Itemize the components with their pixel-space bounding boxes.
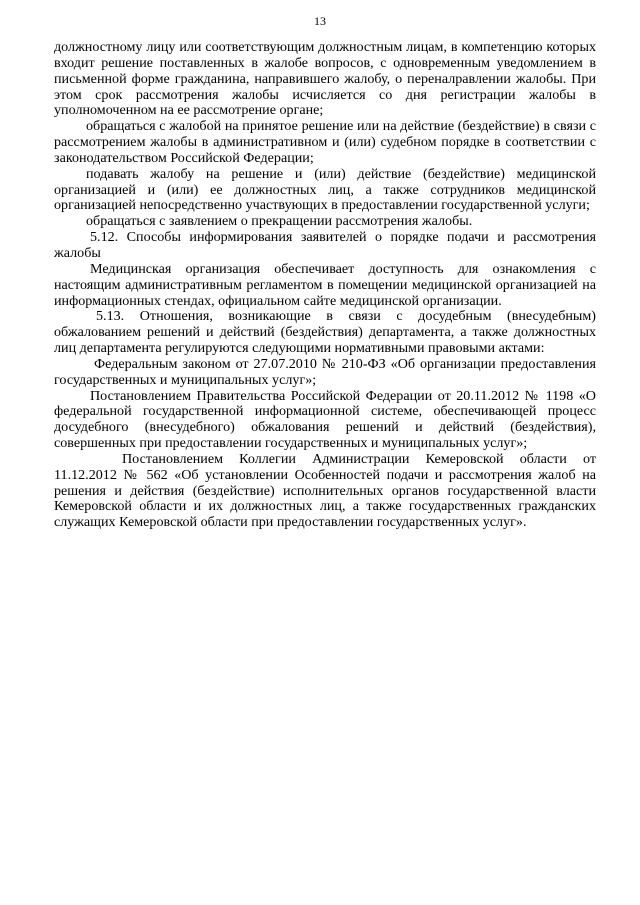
paragraph-submit-complaint: подавать жалобу на решение и (или) действие (бездействие) медицинской организацией и (или) ее должностных лиц, а также сотрудников медицинской организацией непосредственно участвующих в предоставлении государственной услуги; <box>54 165 596 214</box>
paragraph-complaint-redirect: должностному лицу или соответствующим должностным лицам, в компетенцию которых входит решение поставленных в жалобе вопросов, с одновременным уведомлением в письменной форме гражданина, направившего жалобу, о переналравлении жалобы. При этом срок рассмотрения жалобы исчисляется со дня регистрации жалобы в уполномоченном на ее рассмотрение органе; <box>54 39 596 119</box>
legal-act-government-resolution: Постановлением Правительства Российской Федерации от 20.11.2012 № 1198 «О федеральной государственной информационной системе, обеспечивающей процесс досудебного (внесудебного) обжалования решений и действий (бездействия), совершенных при предоставлении государственных и муниципальных услуг»; <box>54 387 596 452</box>
paragraph-information-access: Медицинская организация обеспечивает доступность для ознакомления с настоящим административным регламентом в помещении медицинской организацией на информационных стендах, официальном сайте медицинской организации. <box>54 260 596 309</box>
legal-act-kemerovo-resolution: Постановлением Коллегии Администрации Кемеровской области от 11.12.2012 № 562 «Об установлении Особенностей подачи и рассмотрения жалоб на решения и действия (бездействие) исполнительных органов государственной власти Кемеровской области и их должностных лиц, а также государственных гражданских служащих Кемеровской области при предоставлении государственных услуг». <box>54 450 596 531</box>
document-body <box>54 40 596 531</box>
section-heading-5-12: 5.12. Способы информирования заявителей о порядке подачи и рассмотрения жалобы <box>54 229 596 261</box>
paragraph-termination-request: обращаться с заявлением о прекращении рассмотрения жалобы. <box>86 213 473 230</box>
paragraph-appeal-court: обращаться с жалобой на принятое решение или на действие (бездействие) в связи с рассмотрением жалобы в административном и (или) судебном порядке в соответствии с законодательством Российской Федерации; <box>54 118 596 166</box>
section-heading-5-13: 5.13. Отношения, возникающие в связи с досудебным (внесудебным) обжалованием решений и действий (бездействия) департамента, а также должностных лиц департамента регулируются следующими нормативными правовыми актами: <box>54 308 596 357</box>
page-number: 13 <box>314 14 326 28</box>
legal-act-federal-law: Федеральным законом от 27.07.2010 № 210-ФЗ «Об организации предоставления государственных и муниципальных услуг»; <box>54 355 596 388</box>
